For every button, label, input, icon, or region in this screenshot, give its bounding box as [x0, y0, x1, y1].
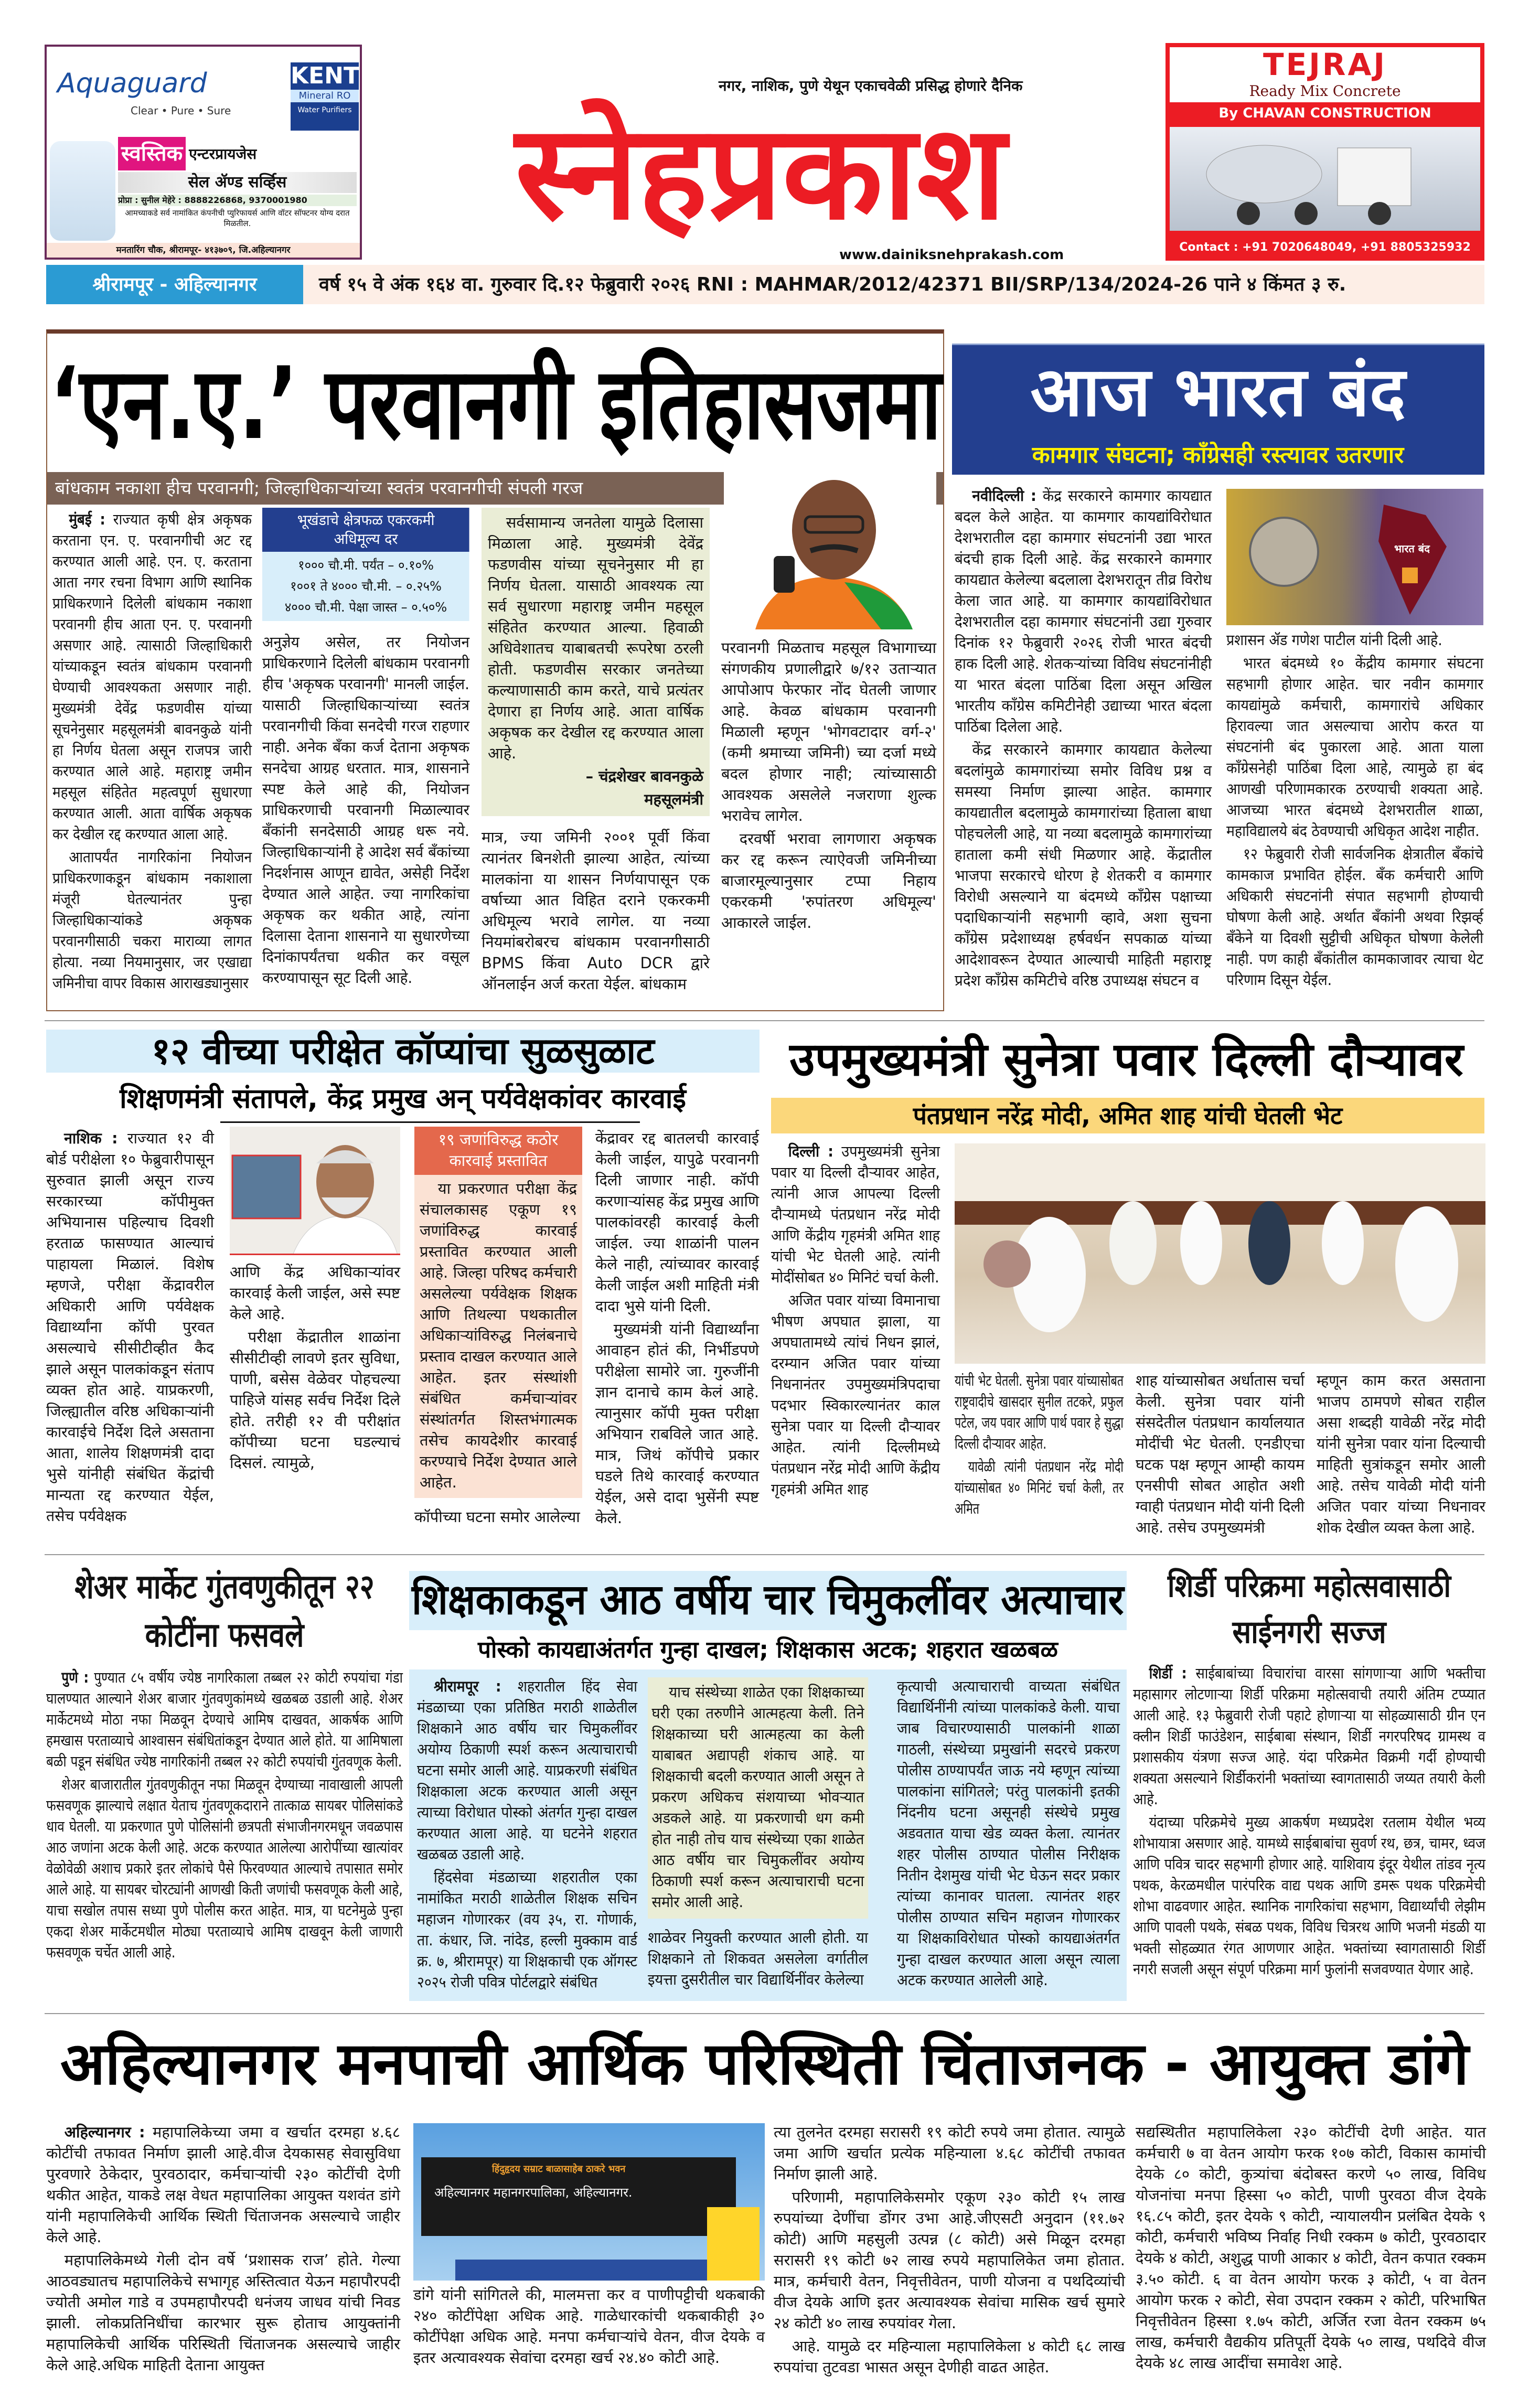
bharat-bandh-image [1226, 489, 1483, 625]
paragraph: दिल्ली : उपमुख्यमंत्री सुनेत्रा पवार या दिल्ली दौऱ्यावर आहेत, त्यांनी आज आपल्या दिल्ली दौऱ्यामध्ये पंतप्रधान नरेंद्र मोदी आणि केंद्रीय गृहमंत्री अमित शाह यांची भेट घेतली आहे. त्यांनी मोदींसोबत ४० मिनिटं चर्चा केली. [771, 1142, 940, 1286]
story-teacher-subhead: पोस्को कायद्याअंतर्गत गुन्हा दाखल; शिक्षकास अटक; शहरात खळबळ [478, 1636, 1058, 1663]
paragraph: शिर्डी : साईबाबांच्या विचारांचा वारसा सांगणाऱ्या आणि भक्तीचा महासागर लोटणाऱ्या शिर्डी परिक्रमा महोत्सवाची तयारी अंतिम टप्प्यात आली आहे. १३ फेब्रुवारी रोजी पहाटे होणाऱ्या या सोहळ्यासाठी ग्रीन एन क्लीन शिर्डी फाउंडेशन, साईबाबा संस्थान, शिर्डी नगरपरिषद ग्रामस्थ व प्रशासकीय यंत्रणा सज्ज आहे. यंदा परिक्रमेत विक्रमी गर्दी होण्याची शक्यता असल्याने शिर्डीकरांनी भक्तांच्या स्वागतासाठी जय्यत तयारी केली आहे. [1133, 1664, 1485, 1808]
education-minister-photo [230, 1127, 400, 1255]
ad-tejraj [1166, 43, 1484, 261]
paragraph: यावेळी त्यांनी पंतप्रधान नरेंद्र मोदी यांच्यासोबत ४० मिनिटं चर्चा केली, तर अमित [955, 1458, 1124, 1517]
quote-role: महसूलमंत्री [644, 790, 703, 808]
paragraph: परीक्षा केंद्रातील शाळांना सीसीटीव्ही लावणे इतर सुविधा, पाणी, बसेस वेळेवर पोहचल्या पाहिजे यांसह सर्वच निर्देश दिले होते. तरीही १२ वी परीक्षांत कॉपीच्या घटना घडल्याचं दिसलं. त्यामुळे, [230, 1328, 400, 1472]
action-box-text: या प्रकरणात परीक्षा केंद्र संचालकासह एकूण १९ जणांविरुद्ध कारवाई प्रस्तावित करण्यात आली आहे. जिल्हा परिषद कर्मचारी असलेल्या पर्यवेक्षक शिक्षक आणि तिथल्या पथकातील अधिकाऱ्यांविरुद्ध निलंबनाचे प्रस्ताव दाखल करण्यात आले आहेत. इतर संस्थांशी संबंधित कर्मचाऱ्यांवर संस्थांतर्गत शिस्तभंगात्मक तसेच कायदेशीर कारवाई करण्याचे निर्देश देण्यात आले आहेत. [420, 1180, 577, 1491]
story-manpa-col1 [46, 2122, 400, 2378]
proprietor-phone: प्रोप्रा : सुनील मेहेरे : 8888226868, 9370001980 [118, 195, 357, 206]
story-na-col1 [52, 509, 252, 996]
divider [45, 1020, 1484, 1021]
info-bar [46, 265, 1484, 304]
story-manpa-col3 [774, 2122, 1125, 2380]
story-exam-col2 [230, 1261, 400, 1475]
story-shirdi [1133, 1563, 1485, 1982]
building-sign-top: हिंदुहृदय सम्राट बाळासाहेब ठाकरे भवन [492, 2164, 626, 2175]
story-manpa-col2 [413, 2284, 765, 2370]
paragraph: परवानगी मिळताच महसूल विभागाच्या संगणकीय प्रणालीद्वारे ७/१२ उताऱ्यात आपोआप फेरफार नोंद घेतली जाणार आहे. केवळ बांधकाम परवानगी मिळाली म्हणून 'भोगवटादार वर्ग-२' (कमी श्रमाच्या जमिनी) च्या दर्जा मध्ये बदल होणार नाही; त्यांच्यासाठी आवश्यक असलेले नजराणा शुल्क भरावेच लागेल. [721, 639, 936, 825]
modi-meeting-photo [955, 1143, 1485, 1364]
paragraph: त्या तुलनेत दरमहा सरासरी १९ कोटी रुपये जमा होतात. त्यामुळे जमा आणि खर्चात प्रत्येक महिन्याला ४.६८ कोटींची तफावत निर्माण झाली आहे. [774, 2123, 1125, 2183]
story-manpa-headline: अहिल्यानगर मनपाची आर्थिक परिस्थिती चिंताजनक - आयुक्त डांगे [60, 2030, 1469, 2098]
paragraph: शाळेवर नियुक्ती करण्यात आली होती. या शिक्षकाने तो शिकवत असलेला वर्गातील इयत्ता दुसरीतील चार विद्यार्थिनींवर केलेल्या [648, 1929, 868, 1988]
paragraph: यांची भेट घेतली. सुनेत्रा पवार यांच्यासोबत राष्ट्रवादीचे खासदार सुनील तटकरे, प्रफुल पटेल, जय पवार आणि पार्थ पवार हे सुद्धा दिल्ली दौऱ्यावर आहेत. [955, 1372, 1124, 1452]
paragraph: कॉपीच्या घटना समोर आलेल्या [414, 1508, 580, 1526]
mixer-truck-image [1170, 127, 1480, 231]
ad-left-info [118, 137, 357, 229]
paragraph: महापालिकेमध्ये गेली दोन वर्षे ‘प्रशासक राज’ होते. गेल्या आठवड्यातच महापालिकेचे सभागृह अस्तित्वात येऊन महापौरपदी ज्योती अमोल गाडे व उपमहापौरपदी धनंजय जाधव यांची निवड झाली. लोकप्रतिनिधींचा कारभार सुरू होताच आयुक्तांनी महापालिकेची आर्थिक परिस्थिती चिंताजनक असल्याचे जाहीर केले आहे.अधिक माहिती देताना आयुक्त [46, 2251, 400, 2374]
building-sign-main: अहिल्यानगर महानगरपालिका, अहिल्यानगर. [434, 2185, 633, 2200]
shop-name: स्वस्तिक [118, 137, 186, 170]
paragraph: आहे. यामुळे दर महिन्याला महापालिकेला ४ कोटी ६८ लाख रुपयांचा तुटवडा भासत असून देणीही वाढत आहेत. [774, 2337, 1125, 2376]
story-pawar-headline: उपमुख्यमंत्री सुनेत्रा पवार दिल्ली दौऱ्यावर [789, 1032, 1463, 1086]
rate-row: १००० चौ.मी. पर्यंत – ०.१०% [298, 558, 434, 573]
bharat-bandh-label: भारत बंद [1394, 542, 1430, 555]
story-exam-subhead: शिक्षणमंत्री संतापले, केंद्र प्रमुख अन् पर्यवेक्षकांवर कारवाई [120, 1083, 686, 1115]
municipal-building-photo [413, 2123, 765, 2281]
paragraph: केंद्र सरकारने कामगार कायद्यात केलेल्या बदलांमुळे कामगारांच्या समोर विविध प्रश्न व समस्या निर्माण झाल्या आहेत. कामगार कायद्यातील बदलामुळे कामगारांच्या हिताला बाधा पोहचलेली आहे, या नव्या बदलामुळे कामगारांच्या हाताला कमी संधी मिळणार आहे. केंद्रातील भाजपा सरकारचे धोरण हे शेतकरी व कामगार विरोधी असल्याने या बंदमध्ये काँग्रेस पक्षाच्या पदाधिकाऱ्यांनी सहभागी व्हावे, अशा सुचना काँग्रेस प्रदेशाध्यक्ष हर्षवर्धन सपकाळ यांच्या आदेशावरून देण्यात आल्याची माहिती महाराष्ट्र प्रदेश काँग्रेस कमिटीचे वरिष्ठ उपाध्यक्ष संघटन व [955, 741, 1212, 989]
story-shirdi-headline: शिर्डी परिक्रमा महोत्सवासाठी साईनगरी सज्ज [1167, 1568, 1451, 1651]
story-exam-col3 [414, 1127, 582, 1529]
service-label: सेल ॲण्ड सर्व्हिस [118, 172, 357, 193]
issue-details: वर्ष १५ वे अंक १६४ वा. गुरुवार दि.१२ फेब्रुवारी २०२६ RNI : MAHMAR/2012/42371 BII/SRP/134/2024-26 पाने ४ किंमत ३ रु. [319, 274, 1346, 295]
edition-label: श्रीरामपूर - अहिल्यानगर [46, 265, 303, 304]
paragraph: यंदाच्या परिक्रमेचे मुख्य आकर्षण मध्यप्रदेश रतलाम येथील भव्य शोभायात्रा असणार आहे. यामध्ये साईबाबांचा सुवर्ण रथ, छत्र, चामर, ध्वज आणि पवित्र चादर सहभागी होणार आहे. याशिवाय इंदूर येथील तांडव नृत्य पथक, केरळमधील पारंपरिक वाद्य पथक आणि डमरू पथक परिक्रमेची शोभा वाढवणार आहेत. स्थानिक नागरिकांचा सहभाग, विद्यार्थ्यांची लेझीम आणि पावली पथके, संबळ पथक, विविध चित्ररथ आणि भजनी मंडळी या भक्ती सोहळ्यात रंगत आणणार आहेत. भक्तांच्या स्वागतासाठी शिर्डी नगरी सजली असून संपूर्ण परिक्रमा मार्ग फुलांनी सजवण्यात येणार आहे. [1133, 1813, 1485, 1978]
story-na-subhead: बांधकाम नकाशा हीच परवानगी; जिल्हाधिकाऱ्यांच्या स्वतंत्र परवानगीची संपली गरज [55, 478, 583, 499]
story-pawar-col2 [955, 1370, 1124, 1521]
story-pawar-subhead: पंतप्रधान नरेंद्र मोदी, अमित शाह यांची घेतली भेट [913, 1101, 1343, 1130]
story-bandh-headline: आज भारत बंद [1030, 352, 1406, 432]
paragraph: आणि केंद्र अधिकाऱ्यांवर कारवाई केली जाईल, असे स्पष्ट केले आहे. [230, 1263, 400, 1323]
tejraj-product: Ready Mix Concrete [1249, 82, 1401, 100]
masthead-website: www.dainiksnehprakash.com [839, 247, 1064, 263]
kent-sub2: Water Purifiers [297, 106, 352, 114]
paragraph: प्रशासन ॲड गणेश पाटील यांनी दिली आहे. [1226, 631, 1442, 649]
story-manpa-col4 [1136, 2122, 1486, 2375]
paragraph: पुणे : पुण्यात ८५ वर्षीय ज्येष्ठ नागरिकाला तब्बल २२ कोटी रुपयांचा गंडा घालण्यात आल्याने शेअर बाजार गुंतवणुकांमध्ये खळबळ उडाली आहे. शेअर मार्केटमध्ये मोठा नफा मिळवून देण्याचे आमिष दाखवत, आकर्षक आणि हमखास परताव्याचे आश्वासन संबंधितांकडून देण्यात आले होते. या आमिषाला बळी पडून संबंधित ज्येष्ठ नागरिकांनी तब्बल २२ कोटी रुपयांची गुंतवणूक केली. [46, 1668, 403, 1770]
story-exam-col4 [595, 1128, 759, 1531]
paragraph: अहिल्यानगर : महापालिकेच्या जमा व खर्चात दरमहा ४.६८ कोटींची तफावत निर्माण झाली आहे.वीज देयकासह सेवासुविधा पुरवणारे ठेकेदार, पुरवठादार, कर्मचाऱ्यांची २३० कोटींची देणी थकीत आहेत, याकडे लक्ष वेधत महापालिका आयुक्त यशवंत डांगे यांनी महापालिकेची आर्थिक स्थिती चिंताजनक असल्याचे जाहीर केले आहे. [46, 2123, 400, 2246]
paragraph: शेअर बाजारातील गुंतवणुकीतून नफा मिळवून देण्याच्या नावाखाली आपली फसवणूक झाल्याचे लक्षात येताच गुंतवणूकदाराने तात्काळ सायबर पोलिसांकडे धाव घेतली. या प्रकरणात पुणे पोलिसांनी छत्रपती संभाजीनगरमधून जवळपास आठ जणांना अटक केली आहे. अटक करण्यात आलेल्या आरोपींच्या खात्यांवर वेळोवेळी अशाच प्रकारे इतर लोकांचे पैसे फिरवण्यात आल्याचे तपासात समोर आले आहे. या सायबर चोरट्यांनी आणखी किती जणांची फसवणूक केली आहे, याचा सखोल तपास सध्या पुणे पोलीस करत आहेत. मात्र, या घटनेमुळे पुन्हा एकदा शेअर मार्केटमधील मोठ्या परताव्याचे आमिष दाखवून केली जाणारी फसवणूक चर्चेत आली आहे. [46, 1775, 403, 1961]
story-share-headline: शेअर मार्केट गुंतवणुकीतून २२ कोटींना फसवले [74, 1568, 375, 1655]
story-pawar-col3 [1136, 1370, 1305, 1540]
divider [45, 1554, 1484, 1555]
story-teacher-col2 [648, 1677, 868, 1992]
paragraph: परिणामी, महापालिकेसमोर एकूण २३० कोटी १५ लाख रुपयांच्या देणींचा डोंगर उभा आहे.जीएसटी अनुदान (११.७२ कोटी) आणि महसुली उत्पन्न (८ कोटी) असे मिळून दरमहा सरासरी १९ कोटी ७२ लाख रुपये महापालिकेत जमा होतात. मात्र, कर्मचारी वेतन, निवृत्तीवेतन, पाणी योजना व पथदिव्यांची वीज देयके आणि इतर अत्यावश्यक सेवांचा मासिक खर्च सुमारे २४ कोटी ४० लाख रुपयांवर गेला. [774, 2188, 1125, 2332]
paragraph: श्रीरामपूर : शहरातील हिंद सेवा मंडळाच्या एका प्रतिष्ठित मराठी शाळेतील शिक्षकाने आठ वर्षीय चार चिमुकलींवर अयोग्य ठिकाणी स्पर्श करून अत्याचाराची घटना समोर आली आहे. याप्रकरणी संबंधित शिक्षकाला अटक करण्यात आली असून त्याच्या विरोधात पोस्को अंतर्गत गुन्हा दाखल करण्यात आला आहे. या घटनेने शहरात खळबळ उडाली आहे. [417, 1677, 637, 1863]
paragraph: कृत्याची अत्याचाराची वाच्यता संबंधित विद्यार्थिनींनी त्यांच्या पालकांकडे केली. याचा जाब विचारण्यासाठी पालकांनी शाळा गाठली, संस्थेच्या प्रमुखांनी सदरचे प्रकरण पोलीस ठाण्यापर्यंत जाऊ नये म्हणून त्यांच्या पालकांना सांगितले; परंतु पालकांनी इतकी निंदनीय घटना असूनही संस्थेचे प्रमुख अडवतात याचा खेड व्यक्त केला. त्यानंतर शहर पोलीस ठाण्यात पोलीस निरीक्षक नितीन देशमुख यांची भेट घेऊन सदर प्रकार त्यांच्या कानावर घातला. त्यानंतर शहर पोलीस ठाण्यात सचिन महाजन गोणारकर या शिक्षकाविरोधात पोस्को कायद्याअंतर्गत गुन्हा दाखल करण्यात आला असून त्याला अटक करण्यात आलेली आहे. [897, 1677, 1120, 1989]
paragraph: हिंदसेवा मंडळाच्या शहरातील एका नामांकित मराठी शाळेतील शिक्षक सचिन महाजन गोणारकर (वय ३५, रा. गोणार्क, ता. कंधार, जि. नांदेड, हल्ली मुक्काम वार्ड क्र. ७, श्रीरामपूर) या शिक्षकाची एक ऑगस्ट २०२५ रोजी पवित्र पोर्टलद्वारे संबंधित [417, 1868, 637, 1991]
story-na-col2 [262, 508, 469, 990]
kent-logo [291, 62, 359, 131]
shop-address: मनतारिंग चौक, श्रीरामपूर- ४१३७०९, जि.अहिल्यानगर [47, 243, 360, 258]
rate-row: १००१ ते ४००० चौ.मी. – ०.२५% [290, 579, 442, 594]
quote-author: – चंद्रशेखर बावनकुळे [585, 767, 703, 785]
paragraph: अजित पवार यांच्या विमानाचा भीषण अपघात झाला, या अपघातामध्ये त्यांचं निधन झालं, दरम्यान अजित पवार यांच्या निधनानंतर उपमुख्यमंत्रिपदाचा पदभार स्विकारल्यानंतर काल सुनेत्रा पवार या दिल्ली दौऱ्यावर आहेत. त्यांनी दिल्लीमध्ये पंतप्रधान नरेंद्र मोदी आणि केंद्रीय गृहमंत्री अमित शाह [771, 1291, 940, 1498]
kent-sub: Mineral RO [291, 90, 359, 102]
rate-box [262, 508, 469, 621]
kent-brand: KENT [291, 62, 359, 89]
shop-desc: आमच्याकडे सर्व नामांकित कंपनीची प्युरिफायर्स आणि वॉटर सॉफ्टनर योग्य दरात मिळतील. [125, 208, 350, 228]
subhead-underline [220, 1121, 640, 1123]
story-bandh-col2 [1226, 629, 1483, 992]
teacher-box-text: याच संस्थेच्या शाळेत एका शिक्षकाच्या घरी एका तरुणीने आत्महत्या केली. तिने शिक्षकाच्या घरी आत्महत्या का केली याबाबत अद्यापही शंकाच आहे. या शिक्षकाची बदली करण्यात आली असून ते प्रकरण अधिकच संशयाच्या भोवऱ्यात अडकले आहे. या प्रकरणाची धग कमी होत नाही तोच याच संस्थेच्या एका शाळेत आठ वर्षीय चार चिमुकलींवर अयोग्य ठिकाणी स्पर्श करून अत्याचाराची घटना समोर आली आहे. [651, 1683, 864, 1911]
paragraph: म्हणून काम करत असताना भाजप ठामपणे सोबत राहील असा शब्दही यावेळी नरेंद्र मोदी यांनी सुनेत्रा पवार यांना दिल्याची माहिती सुत्रांकडून समोर आली आहे. तसेच यावेळी मोदी यांनी अजित पवार यांच्या निधनावर शोक देखील व्यक्त केला आहे. [1317, 1372, 1485, 1536]
story-na-col3 [482, 508, 710, 997]
minister-quote-box [482, 508, 710, 816]
story-bandh-col1 [955, 485, 1212, 993]
quote-text: सर्वसामान्य जनतेला यामुळे दिलासा मिळाला आहे. मुख्यमंत्री देवेंद्र फडणवीस यांच्या सूचनेनुसार मी हा निर्णय घेतला. यासाठी आवश्यक त्या सर्व सुधारणा महाराष्ट्र जमीन महसूल संहितेत करण्यात आल्या. हिवाळी अधिवेशातच याबाबतची रूपरेषा ठरली होती. फडणवीस सरकार जनतेच्या कल्याणासाठी काम करते, याचे प्रत्यंतर देणारा हा निर्णय आहे. आता वार्षिक अकृषक कर देखील रद्द करण्यात आला आहे. [488, 513, 703, 762]
paragraph: अनुज्ञेय असेल, तर नियोजन प्राधिकरणाने दिलेली बांधकाम परवानगी हीच 'अकृषक परवानगी' मानली जाईल. यासाठी जिल्हाधिकाऱ्यांच्या स्वतंत्र परवानगीची किंवा सनदेची गरज राहणार नाही. अनेक बँका कर्ज देताना अकृषक सनदेचा आग्रह धरतात. मात्र, शासनाने स्पष्ट केले आहे की, नियोजन प्राधिकरणाची परवानगी मिळाल्यावर बँकांनी सनदेसाठी आग्रह धरू नये. जिल्हाधिकाऱ्यांनी हे आदेश सर्व बँकांच्या निदर्शनास आणून द्यावेत, असेही निर्देश देण्यात आले आहेत. ज्या नागरिकांचा अकृषक कर थकीत आहे, त्यांना दिलासा देताना शासनाने या सुधारणेच्या दिनांकापर्यंतचा थकीत कर वसूल करण्यापासून सूट दिली आहे. [262, 633, 469, 987]
tejraj-by: By CHAVAN CONSTRUCTION [1218, 105, 1431, 121]
paragraph: भारत बंदमध्ये १० केंद्रीय कामगार संघटना सहभागी होणार आहेत. चार नवीन कामगार कायद्यांमुळे कर्मचारी, कामगारांचे अधिकार हिरावल्या जात असल्याचा आरोप करत या संघटनांनी बंद पुकारला आहे. आता याला काँग्रेसनेही पाठिंबा दिला आहे, त्यामुळे हा बंद आणखी परिणामकारक ठरण्याची शक्यता आहे. आजच्या भारत बंदमध्ये देशभरातील शाळा, महाविद्यालये बंद ठेवण्याची अधिकृत आदेश नाहीत. [1226, 654, 1483, 840]
aquaguard-logo: Aquaguard [57, 68, 207, 99]
story-teacher-col3 [897, 1676, 1120, 1993]
paragraph: नवीदिल्ली : केंद्र सरकारने कामगार कायद्यात बदल केले आहेत. या कामगार कायद्यांविरोधात देशभरातील दहा कामगार संघटनांनी उद्या भारत बंदची हाक दिली आहे. केंद्र सरकारने कामगार कायद्यात केलेल्या बदलाला देशभरातून तीव्र विरोध केला जात आहे. या कामगार कायद्यांविरोधात देशभरातील दहा कामगार संघटनांनी उद्या गुरुवार दिनांक १२ फेब्रुवारी २०२६ रोजी भारत बंदची हाक दिली आहे. शेतकऱ्यांच्या विविध संघटनांनीही या भारत बंदला पाठिंबा दिला असून अखिल भारतीय काँग्रेस कमिटीनेही उद्याच्या भारत बंदला पाठिंबा दिलेला आहे. [955, 487, 1212, 735]
story-na-headline: ‘एन.ए.’ परवानगी इतिहासजमा [50, 346, 942, 462]
aquaguard-tagline: Clear • Pure • Sure [131, 104, 231, 117]
masthead-tagline: नगर, नाशिक, पुणे येथून एकाचवेळी प्रसिद्ध होणारे दैनिक [719, 77, 1023, 94]
masthead-title: स्नेहप्रकाश [515, 96, 1006, 249]
paragraph: दरवर्षी भरावा लागणारा अकृषक कर रद्द करून त्याऐवजी जमिनीच्या बाजारमूल्यानुसार टप्पा निहाय एकरकमी 'रुपांतरण अधिमूल्य' आकारले जाईल. [721, 830, 936, 932]
story-teacher-col1 [417, 1676, 637, 1995]
paragraph: मात्र, ज्या जमिनी २००१ पूर्वी किंवा त्यानंतर बिनशेती झाल्या आहेत, त्यांच्या मालकांना या शासन निर्णयापासून एक वर्षाच्या आत विहित दराने एकरकमी अधिमूल्य भरावे लागेल. या नव्या नियमांबरोबरच बांधकाम परवानगीसाठी BPMS किंवा Auto DCR द्वारे ऑनलाईन अर्ज करता येईल. बांधकाम [482, 828, 710, 993]
action-box [414, 1127, 582, 1498]
paragraph: मुख्यमंत्री यांनी विद्यार्थ्यांना आवाहन होतं की, निर्भीडपणे परीक्षेला सामोरे जा. गुरुजींनी ज्ञान दानाचे काम केलं आहे. त्यानुसार कॉपी मुक्त परीक्षा अभियान राबविले जात आहे. मात्र, जिथं कॉपीचे प्रकार घडले तिथे कारवाई करण्यात येईल, असे दादा भुसेंनी स्पष्ट केले. [595, 1320, 759, 1527]
story-exam-col1 [46, 1128, 214, 1528]
purifier-image [50, 141, 115, 241]
story-share [46, 1563, 403, 1965]
tejraj-brand: TEJRAJ [1263, 47, 1387, 82]
paragraph: आतापर्यंत नागरिकांना नियोजन प्राधिकरणाकडून बांधकाम नकाशाला मंजूरी घेतल्यानंतर पुन्हा जिल्हाधिकाऱ्यांकडे अकृषक परवानगीसाठी चकरा माराव्या लागत होत्या. नव्या नियमानुसार, जर एखाद्या जमिनीचा वापर विकास आराखड्यानुसार [52, 848, 252, 992]
story-pawar-col4 [1317, 1370, 1485, 1540]
rate-row: ४००० चौ.मी. पेक्षा जास्त – ०.५०% [284, 600, 447, 615]
paragraph: १२ फेब्रुवारी रोजी सार्वजनिक क्षेत्रातील बँकांचे कामकाज प्रभावित होईल. बँक कर्मचारी आणि अधिकारी संघटनांनी संपात सहभागी होण्याची घोषणा केली आहे. अर्थात बँकांनी अथवा रिझर्व्ह बँकेने या दिवशी सुट्टीची अधिकृत घोषणा केलेली नाही. पण काही बँकांतील कामकाजावर त्याचा थेट परिणाम दिसून येईल. [1226, 845, 1483, 989]
paragraph: नाशिक : राज्यात १२ वी बोर्ड परीक्षेला १० फेब्रुवारीपासून सुरुवात झाली असून राज्य सरकारच्या कॉपीमुक्त अभियानास पहिल्याच दिवशी हरताळ फासण्यात आल्याचं पाहायला मिळालं. विशेष म्हणजे, परीक्षा केंद्रावरील अधिकारी आणि पर्यवेक्षक विद्यार्थ्यांना कॉपी पुरवत असल्याचे सीसीटीव्हीत कैद झाले असून पालकांकडून संताप व्यक्त होत आहे. याप्रकरणी, जिल्ह्यातील वरिष्ठ अधिकाऱ्यांनी कारवाईचे निर्देश दिले असताना आता, शालेय शिक्षणमंत्री दादा भुसे यांनीही संबंधित केंद्रांची मान्यता रद्द करण्यात येईल, तसेच पर्यवेक्षक [46, 1129, 214, 1525]
story-bandh-subhead: कामगार संघटना; काँग्रेसही रस्त्यावर उतरणार [1032, 442, 1404, 468]
minister-photo [724, 472, 936, 629]
story-teacher-headline: शिक्षकाकडून आठ वर्षीय चार चिमुकलींवर अत्याचार [412, 1575, 1124, 1624]
divider [45, 2013, 1484, 2014]
rate-box-title: भूखंडाचे क्षेत्रफळ एकरकमी अधिमूल्य दर [262, 508, 469, 552]
paragraph: सद्यस्थितीत महापालिकेला २३० कोटींची देणी आहेत. यात कर्मचारी ७ वा वेतन आयोग फरक १०७ कोटी, विकास कामांची देयके ८० कोटी, कुत्र्यांचा बंदोबस्त करणे ५० लाख, विविध योजनांचा मनपा हिस्सा ५० कोटी, पाणी पुरवठा वीज देयके १६.८५ कोटी, इतर देयके ९ कोटी, न्यायालयीन प्रलंबित देयके ९ कोटी, कर्मचारी भविष्य निर्वाह निधी रक्कम ७ कोटी, पुरवठादार देयके ४ कोटी, अशुद्ध पाणी आकार ४ कोटी, वेतन कपात रक्कम ३.५० कोटी. ६ वा वेतन आयोग फरक ३ कोटी, ५ वा वेतन आयोग फरक २ कोटी, सेवा उपदान रक्कम २ कोटी, परिभाषित निवृत्तीवेतन हिस्सा १.७५ कोटी, अर्जित रजा वेतन रक्कम ७५ लाख, कर्मचारी वैद्यकीय प्रतिपूर्ती देयके ५० लाख, पथदिवे वीज देयके ४८ लाख आदींचा समावेश आहे. [1136, 2123, 1486, 2372]
paragraph: डांगे यांनी सांगितले की, मालमत्ता कर व पाणीपट्टीची थकबाकी २४० कोटींपेक्षा अधिक आहे. गाळेधारकांची थकबाकीही ३० कोटींपेक्षा अधिक आहे. मनपा कर्मचाऱ्यांचे वेतन, वीज देयके व इतर अत्यावश्यक सेवांचा दरमहा खर्च २४.४० कोटी आहे. [413, 2286, 765, 2367]
paragraph: केंद्रावर रद्द बातलची कारवाई केली जाईल, यापुढे परवानगी दिली जाणार नाही. कॉपी करणाऱ्यांसह केंद्र प्रमुख आणि पालकांवरही कारवाई केली जाईल. ज्या शाळांनी पालन केले नाही, त्यांच्यावर कारवाई केली जाईल अशी माहिती मंत्री दादा भुसे यांनी दिली. [595, 1129, 759, 1315]
paragraph: मुंबई : राज्यात कृषी क्षेत्र अकृषक करताना एन. ए. परवानगीची अट रद्द करण्यात आली आहे. एन. ए. करताना आता नगर रचना विभाग आणि स्थानिक प्राधिकरणाने दिलेली बांधकाम नकाशा परवानगी हीच आता एन. ए. परवानगी असणार आहे. त्यासाठी जिल्हाधिकारी यांच्याकडून स्वतंत्र बांधकाम परवानगी घेण्याची आवश्यकता असणार नाही. मुख्यमंत्री देवेंद्र फडणवीस यांच्या सूचनेनुसार महसूलमंत्री बावनकुळे यांनी हा निर्णय घेतला असून राजपत्र जारी करण्यात आले आहे. महाराष्ट्र जमीन महसूल संहितेत महत्वपूर्ण सुधारणा करण्यात आली. आता वार्षिक अकृषक कर देखील रद्द करण्यात आला आहे. [52, 510, 252, 843]
story-pawar-col1 [771, 1141, 940, 1502]
story-na-col4 [721, 637, 936, 935]
teacher-box [648, 1677, 868, 1919]
tejraj-contact: Contact : +91 7020648049, +91 8805325932 [1179, 241, 1471, 254]
story-exam-headline: १२ वीच्या परीक्षेत कॉप्यांचा सुळसुळाट [151, 1030, 655, 1073]
action-box-title: १९ जणांविरुद्ध कठोर कारवाई प्रस्तावित [414, 1127, 582, 1175]
shop-suffix: एन्टरप्रायजेस [189, 145, 257, 163]
paragraph: शाह यांच्यासोबत अर्धातास चर्चा केली. सुनेत्रा पवार यांनी संसदेतील पंतप्रधान कार्यालयात मोदींची भेट घेतली. एनडीएचा घटक पक्ष म्हणून आम्ही कायम एनसीपी सोबत आहोत अशी ग्वाही पंतप्रधान मोदी यांनी दिली आहे. तसेच उपमुख्यमंत्री [1136, 1372, 1305, 1536]
ad-swastik [45, 45, 362, 260]
